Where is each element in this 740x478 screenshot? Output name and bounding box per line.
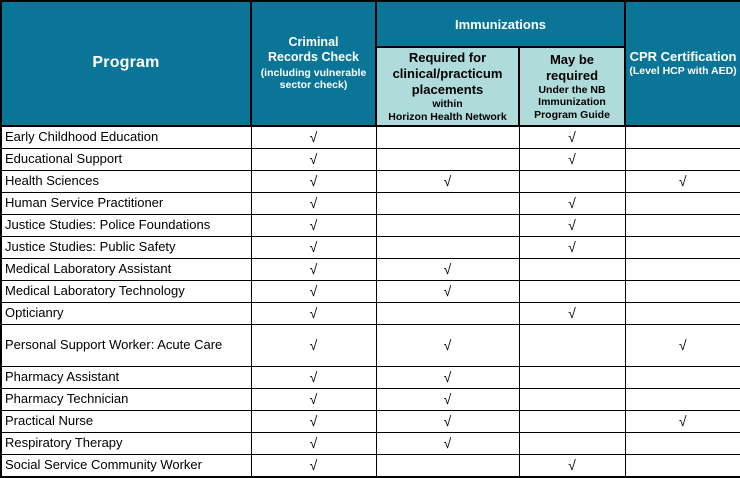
- cell-check-immunizations-may-be-required: [519, 126, 625, 149]
- cell-check-immunizations-may-be-required: [519, 258, 625, 280]
- checkmark-icon: √: [309, 194, 318, 211]
- checkmark-icon: √: [309, 456, 318, 473]
- cell-check-criminal-records-check: [251, 324, 376, 366]
- checkmark-icon: √: [678, 336, 687, 353]
- checkmark-icon: √: [443, 434, 452, 451]
- cell-check-immunizations-required: [376, 432, 519, 454]
- cell-program-name: Pharmacy Technician: [1, 388, 251, 410]
- crc-title-line2: Records Check: [267, 50, 359, 65]
- cell-check-criminal-records-check: [251, 410, 376, 432]
- cell-check-cpr-certification: [625, 258, 740, 280]
- table-body: [1, 126, 740, 477]
- column-header-program: [1, 1, 251, 126]
- checkmark-icon: √: [568, 150, 576, 167]
- cell-check-criminal-records-check: [251, 192, 376, 214]
- immun-may-sub-line1: Under the NB: [538, 84, 606, 97]
- cell-check-immunizations-may-be-required: [519, 170, 625, 192]
- checkmark-icon: √: [568, 194, 576, 211]
- cell-check-immunizations-required: [376, 126, 519, 149]
- immun-req-line3: placements: [411, 82, 484, 98]
- cell-program-name: Opticianry: [1, 302, 251, 324]
- cpr-title: CPR Certification: [629, 48, 737, 64]
- checkmark-icon: √: [309, 172, 318, 189]
- table-row: [1, 432, 740, 454]
- checkmark-icon: √: [443, 172, 452, 189]
- checkmark-icon: √: [443, 368, 452, 385]
- table-row: [1, 410, 740, 432]
- immun-req-line1: Required for: [408, 50, 487, 65]
- cell-check-cpr-certification: [625, 454, 740, 477]
- cell-check-cpr-certification: [625, 126, 740, 149]
- table-row: [1, 388, 740, 410]
- cell-program-name: Justice Studies: Police Foundations: [1, 214, 251, 236]
- column-header-immunizations-may-be-required: [519, 47, 625, 126]
- table-row: [1, 302, 740, 324]
- cell-check-cpr-certification: [625, 302, 740, 324]
- cell-program-name: Early Childhood Education: [1, 126, 251, 149]
- cell-check-immunizations-required: [376, 454, 519, 477]
- cell-program-name: Justice Studies: Public Safety: [1, 236, 251, 258]
- cell-check-immunizations-required: [376, 214, 519, 236]
- checkmark-icon: √: [309, 390, 318, 407]
- immun-may-line1: May be: [549, 51, 595, 67]
- table-row: [1, 170, 740, 192]
- table-row: [1, 324, 740, 366]
- cell-check-cpr-certification: [625, 366, 740, 388]
- immun-may-sub-line3: Program Guide: [534, 108, 610, 121]
- cell-check-cpr-certification: [625, 148, 740, 170]
- cell-check-cpr-certification: [625, 236, 740, 258]
- table-row: [1, 454, 740, 477]
- cell-check-immunizations-required: [376, 236, 519, 258]
- cell-check-immunizations-required: [376, 148, 519, 170]
- cell-check-criminal-records-check: [251, 302, 376, 324]
- table-header: [1, 1, 740, 126]
- checkmark-icon: √: [678, 172, 687, 189]
- table-row: [1, 366, 740, 388]
- table-row: [1, 258, 740, 280]
- cell-check-cpr-certification: [625, 170, 740, 192]
- cell-program-name: Health Sciences: [1, 170, 251, 192]
- crc-title-line1: Criminal: [288, 35, 339, 50]
- checkmark-icon: √: [309, 368, 318, 385]
- cell-program-name: Educational Support: [1, 148, 251, 170]
- cell-program-name: Social Service Community Worker: [1, 454, 251, 477]
- cell-check-immunizations-required: [376, 410, 519, 432]
- checkmark-icon: √: [443, 336, 452, 353]
- immun-req-sub-line1: within: [432, 98, 463, 111]
- checkmark-icon: √: [568, 304, 576, 321]
- checkmark-icon: √: [568, 238, 576, 255]
- cell-check-criminal-records-check: [251, 432, 376, 454]
- checkmark-icon: √: [568, 128, 576, 145]
- cell-check-cpr-certification: [625, 410, 740, 432]
- checkmark-icon: √: [568, 456, 576, 473]
- cell-check-immunizations-may-be-required: [519, 366, 625, 388]
- cell-check-criminal-records-check: [251, 170, 376, 192]
- cell-check-cpr-certification: [625, 388, 740, 410]
- table-row: [1, 236, 740, 258]
- checkmark-icon: √: [678, 412, 687, 429]
- cell-check-cpr-certification: [625, 192, 740, 214]
- column-header-immunizations-group: [376, 1, 625, 47]
- cell-check-immunizations-may-be-required: [519, 214, 625, 236]
- immun-req-sub-line2: Horizon Health Network: [388, 110, 507, 123]
- table-row: [1, 126, 740, 149]
- immunizations-group-label: Immunizations: [455, 16, 547, 32]
- checkmark-icon: √: [309, 304, 318, 321]
- cell-check-criminal-records-check: [251, 258, 376, 280]
- cell-check-immunizations-may-be-required: [519, 432, 625, 454]
- column-header-criminal-records-check: [251, 1, 376, 126]
- checkmark-icon: √: [309, 412, 318, 429]
- crc-sub-line2: sector check): [279, 79, 348, 92]
- cell-program-name: Practical Nurse: [1, 410, 251, 432]
- cell-check-immunizations-may-be-required: [519, 302, 625, 324]
- cell-check-immunizations-may-be-required: [519, 388, 625, 410]
- cell-check-immunizations-may-be-required: [519, 148, 625, 170]
- cell-check-immunizations-required: [376, 192, 519, 214]
- header-row-group: [1, 1, 740, 47]
- column-header-immunizations-required: [376, 47, 519, 126]
- cell-check-immunizations-required: [376, 280, 519, 302]
- cell-check-cpr-certification: [625, 214, 740, 236]
- checkmark-icon: √: [309, 216, 318, 233]
- checkmark-icon: √: [309, 260, 318, 277]
- column-header-program-label: Program: [92, 54, 160, 72]
- cell-check-immunizations-required: [376, 258, 519, 280]
- cell-check-criminal-records-check: [251, 280, 376, 302]
- cell-program-name: Human Service Practitioner: [1, 192, 251, 214]
- cell-check-immunizations-required: [376, 302, 519, 324]
- table-row: [1, 214, 740, 236]
- checkmark-icon: √: [443, 390, 452, 407]
- table-row: [1, 192, 740, 214]
- cell-program-name: Personal Support Worker: Acute Care: [1, 324, 251, 366]
- cell-check-immunizations-may-be-required: [519, 324, 625, 366]
- checkmark-icon: √: [568, 216, 576, 233]
- checkmark-icon: √: [443, 282, 452, 299]
- checkmark-icon: √: [309, 150, 318, 167]
- cell-check-immunizations-may-be-required: [519, 454, 625, 477]
- cell-program-name: Pharmacy Assistant: [1, 366, 251, 388]
- cell-program-name: Medical Laboratory Assistant: [1, 258, 251, 280]
- table-row: [1, 280, 740, 302]
- checkmark-icon: √: [443, 260, 452, 277]
- immun-may-sub-line2: Immunization: [538, 96, 606, 109]
- cell-check-immunizations-may-be-required: [519, 236, 625, 258]
- cell-check-cpr-certification: [625, 280, 740, 302]
- cell-check-cpr-certification: [625, 432, 740, 454]
- cell-check-criminal-records-check: [251, 236, 376, 258]
- cell-check-immunizations-may-be-required: [519, 280, 625, 302]
- cell-check-immunizations-may-be-required: [519, 192, 625, 214]
- cell-check-criminal-records-check: [251, 214, 376, 236]
- checkmark-icon: √: [309, 128, 318, 145]
- cell-check-immunizations-may-be-required: [519, 410, 625, 432]
- cell-check-cpr-certification: [625, 324, 740, 366]
- cell-check-immunizations-required: [376, 324, 519, 366]
- column-header-cpr-certification: [625, 1, 740, 126]
- immun-req-line2: clinical/practicum: [392, 66, 503, 82]
- checkmark-icon: √: [309, 238, 318, 255]
- cell-program-name: Respiratory Therapy: [1, 432, 251, 454]
- cell-check-immunizations-required: [376, 388, 519, 410]
- cell-check-criminal-records-check: [251, 366, 376, 388]
- cell-program-name: Medical Laboratory Technology: [1, 280, 251, 302]
- table-row: [1, 148, 740, 170]
- cell-check-criminal-records-check: [251, 126, 376, 149]
- checkmark-icon: √: [309, 282, 318, 299]
- cell-check-immunizations-required: [376, 366, 519, 388]
- crc-sub-line1: (including vulnerable: [260, 66, 367, 79]
- cell-check-criminal-records-check: [251, 388, 376, 410]
- checkmark-icon: √: [309, 434, 318, 451]
- checkmark-icon: √: [309, 336, 318, 353]
- immun-may-line2: required: [546, 68, 599, 84]
- cell-check-criminal-records-check: [251, 454, 376, 477]
- cpr-sub: (Level HCP with AED): [629, 65, 737, 78]
- checkmark-icon: √: [443, 412, 452, 429]
- cell-check-criminal-records-check: [251, 148, 376, 170]
- cell-check-immunizations-required: [376, 170, 519, 192]
